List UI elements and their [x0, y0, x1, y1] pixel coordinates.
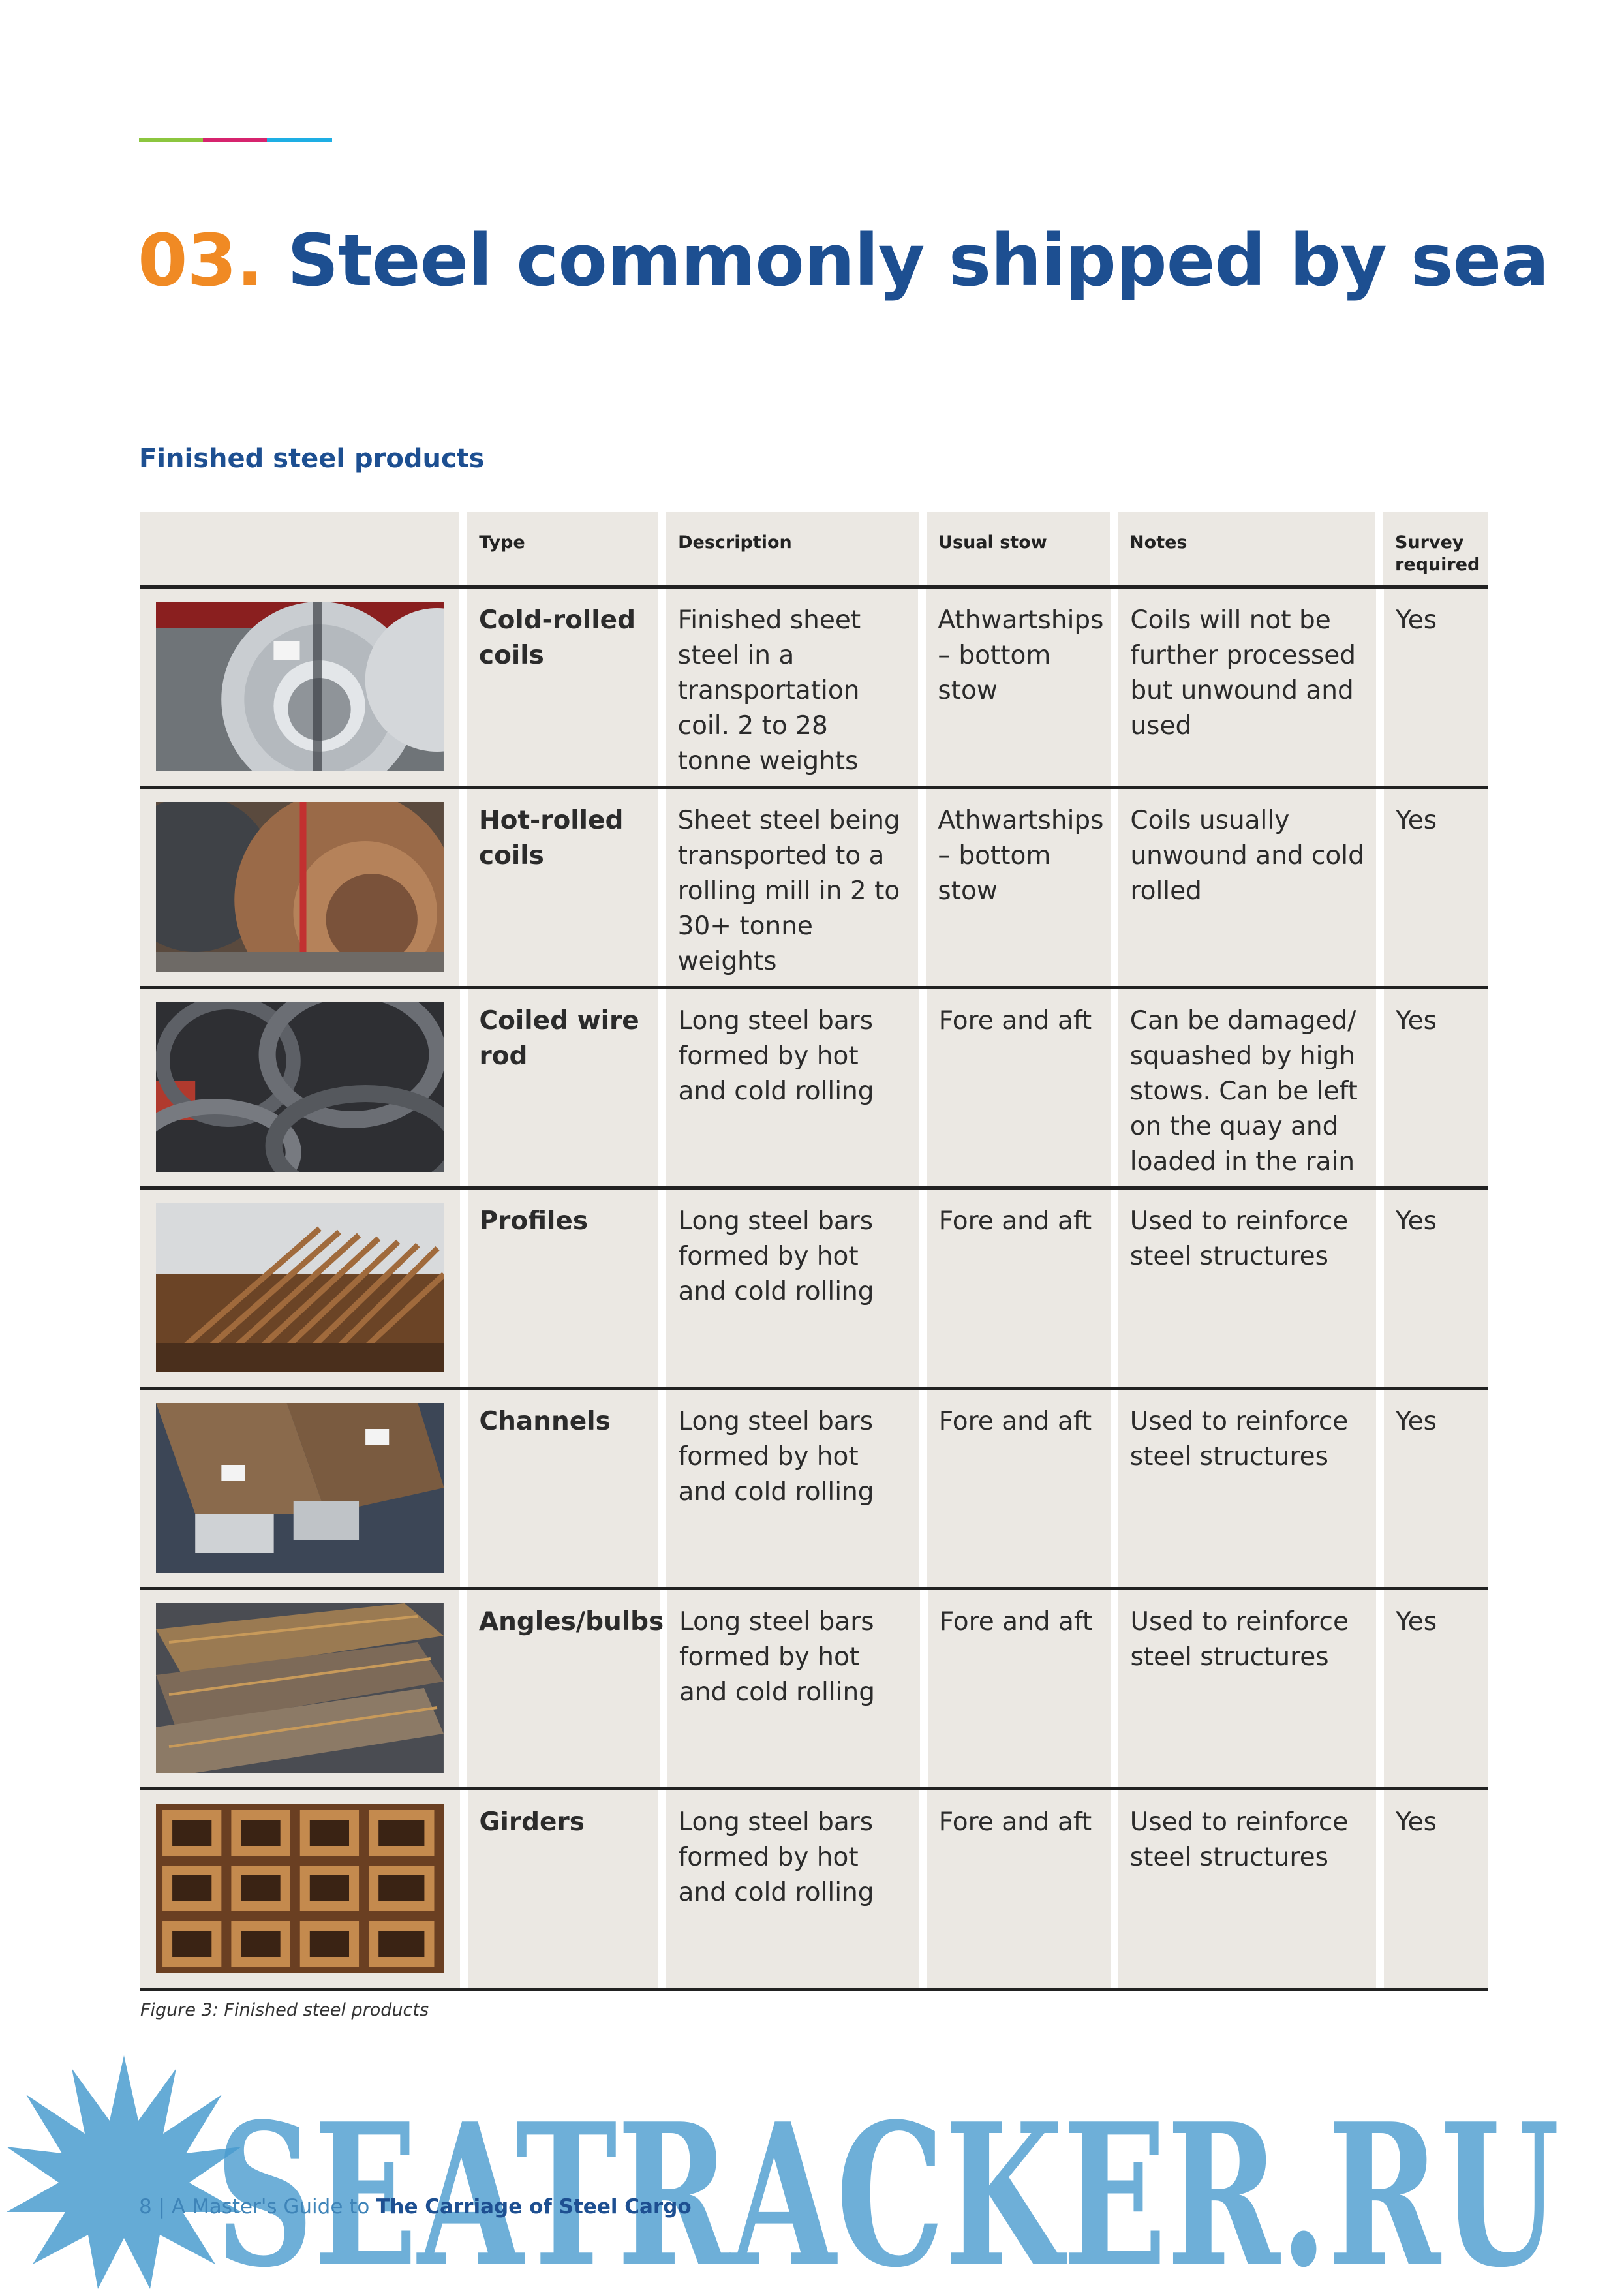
page-title — [138, 219, 1548, 302]
angles-bulbs-photo — [156, 1603, 444, 1773]
coiled-wire-rod-photo — [156, 1002, 444, 1172]
description-cell: Long steel bars formed by hot and cold rolling — [666, 1190, 919, 1387]
survey-cell: Yes — [1384, 789, 1488, 986]
footer-separator: | — [158, 2195, 166, 2219]
table-row — [140, 1190, 1488, 1390]
image-cell — [140, 1190, 460, 1387]
header-survey-required: Survey required — [1383, 512, 1488, 585]
image-cell — [140, 589, 459, 786]
usual-stow-cell: Fore and aft — [927, 1790, 1111, 1988]
image-cell — [140, 1390, 460, 1587]
accent-rule-pink — [203, 138, 267, 142]
header-notes: Notes — [1118, 512, 1375, 585]
survey-cell: Yes — [1384, 1190, 1488, 1387]
type-cell: Cold-rolled coils — [467, 589, 658, 786]
sunburst-icon — [7, 2055, 241, 2289]
girders-photo — [156, 1804, 444, 1973]
type-cell: Hot-rolled coils — [467, 789, 658, 986]
notes-cell: Used to reinforce steel structures — [1118, 1190, 1376, 1387]
title-text: Steel commonly shipped by sea — [287, 219, 1549, 302]
table-row — [140, 1790, 1488, 1991]
image-cell — [140, 1790, 460, 1988]
type-cell: Girders — [468, 1790, 659, 1988]
channels-photo — [156, 1403, 444, 1573]
survey-cell: Yes — [1384, 589, 1488, 786]
description-cell: Long steel bars formed by hot and cold rolling — [666, 1790, 919, 1988]
usual-stow-cell: Athwartships – bottom stow — [926, 789, 1111, 986]
table-row — [140, 1390, 1488, 1590]
table-row — [140, 1590, 1488, 1790]
survey-cell: Yes — [1384, 1390, 1488, 1587]
type-cell: Coiled wire rod — [468, 989, 659, 1186]
watermark-text: SEATRACKER.RU — [215, 2080, 1559, 2289]
description-cell: Long steel bars formed by hot and cold rolling — [666, 1390, 919, 1587]
table-row — [140, 789, 1488, 989]
image-cell — [140, 1590, 459, 1787]
figure-caption: Figure 3: Finished steel products — [140, 2000, 429, 2020]
section-subtitle: Finished steel products — [139, 444, 485, 474]
description-cell: Finished sheet steel in a transportation coil. 2 to 28 tonne weights — [666, 589, 919, 786]
usual-stow-cell: Athwartships – bottom stow — [926, 589, 1111, 786]
type-cell: Angles/bulbs — [467, 1590, 660, 1787]
header-usual-stow: Usual stow — [927, 512, 1110, 585]
image-cell — [140, 789, 459, 986]
survey-cell: Yes — [1384, 1790, 1488, 1988]
footer-prefix: A Master's Guide to — [171, 2195, 370, 2219]
description-cell: Sheet steel being transported to a rolling mill in 2 to 30+ tonne weights — [666, 789, 919, 986]
title-number: 03. — [138, 219, 263, 302]
usual-stow-cell: Fore and aft — [927, 989, 1111, 1186]
table-header — [140, 512, 1488, 589]
notes-cell: Can be damaged/ squashed by high stows. Can be left on the quay and loaded in the rain — [1118, 989, 1376, 1186]
usual-stow-cell: Fore and aft — [927, 1190, 1111, 1387]
header-description: Description — [666, 512, 919, 585]
table-row — [140, 989, 1488, 1190]
accent-rule-green — [139, 138, 203, 142]
notes-cell: Used to reinforce steel structures — [1118, 1590, 1376, 1787]
header-type: Type — [467, 512, 658, 585]
notes-cell: Coils will not be further processed but unwound and used — [1118, 589, 1376, 786]
type-cell: Channels — [468, 1390, 659, 1587]
page-number: 8 — [139, 2195, 152, 2219]
profiles-photo — [156, 1203, 444, 1372]
hot-rolled-coils-photo — [156, 802, 444, 972]
description-cell: Long steel bars formed by hot and cold rolling — [667, 1590, 920, 1787]
page-footer — [139, 2195, 692, 2219]
notes-cell: Coils usually unwound and cold rolled — [1118, 789, 1376, 986]
usual-stow-cell: Fore and aft — [927, 1390, 1111, 1587]
steel-products-table — [140, 512, 1488, 1991]
accent-rule-blue — [267, 138, 332, 142]
usual-stow-cell: Fore and aft — [928, 1590, 1111, 1787]
description-cell: Long steel bars formed by hot and cold rolling — [666, 989, 919, 1186]
notes-cell: Used to reinforce steel structures — [1118, 1790, 1376, 1988]
image-cell — [140, 989, 460, 1186]
seatracker-watermark — [0, 2042, 1624, 2289]
footer-title: The Carriage of Steel Cargo — [376, 2195, 692, 2219]
header-image — [140, 512, 459, 585]
cold-rolled-coils-photo — [156, 602, 444, 771]
type-cell: Profiles — [468, 1190, 659, 1387]
table-row — [140, 589, 1488, 789]
survey-cell: Yes — [1384, 1590, 1488, 1787]
survey-cell: Yes — [1384, 989, 1488, 1186]
notes-cell: Used to reinforce steel structures — [1118, 1390, 1376, 1587]
